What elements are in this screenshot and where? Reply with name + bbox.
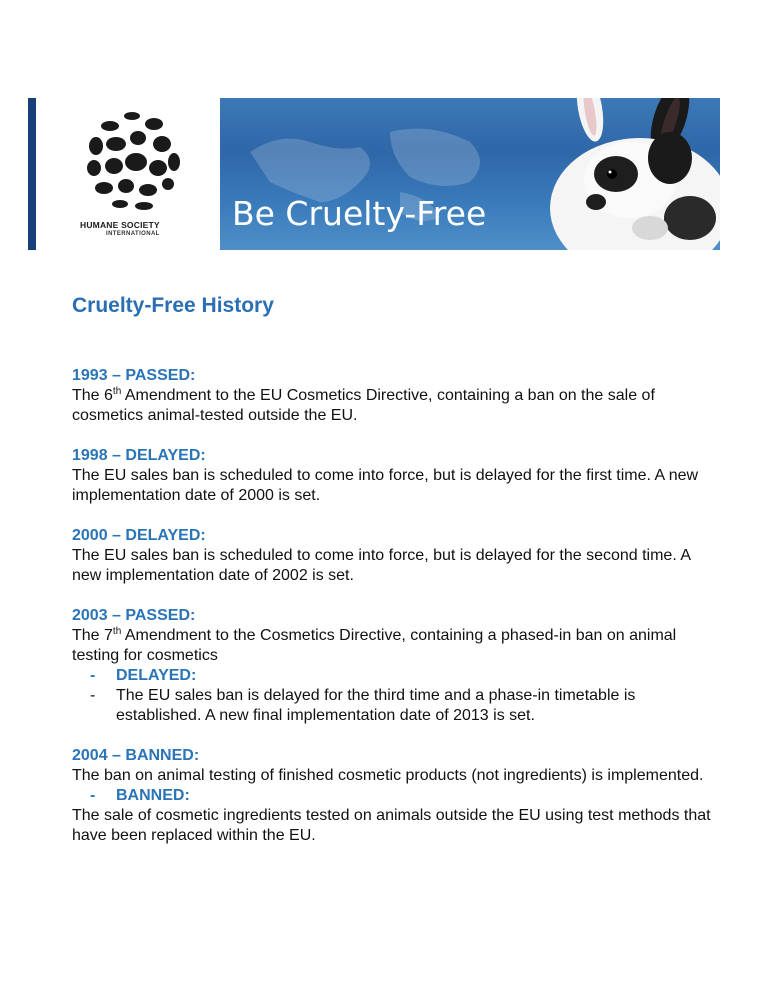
entry-heading: 2004 – BANNED: [72, 747, 200, 764]
entry-sub-list [72, 786, 712, 806]
history-entry-1998 [72, 446, 712, 506]
rabbit-image [520, 98, 720, 250]
entry-heading: 1993 – PASSED: [72, 367, 196, 384]
banner-left-bar [28, 98, 36, 250]
entry-text: The 7th Amendment to the Cosmetics Directive, containing a phased-in ban on animal testing for cosmetics [72, 626, 677, 664]
org-name-line2: INTERNATIONAL [106, 231, 160, 237]
sub-item-text: - The EU sales ban is delayed for the third time and a phase-in timetable is established. A new final implementation date of 2013 is set. [90, 687, 636, 724]
history-entry-2003 [72, 606, 712, 726]
tagline: Be Cruelty-Free [232, 194, 487, 233]
history-list [72, 366, 712, 846]
entry-heading: 1998 – DELAYED: [72, 447, 206, 464]
org-name-line1: HUMANE SOCIETY [80, 220, 160, 230]
history-entry-2000 [72, 526, 712, 586]
entry-text: The ban on animal testing of finished cosmetic products (not ingredients) is implemented. [72, 767, 704, 784]
entry-text: The 6th Amendment to the EU Cosmetics Directive, containing a ban on the sale of cosmetics animal-tested outside the EU. [72, 386, 655, 424]
entry-sub-list [72, 666, 712, 726]
entry-after-text: The sale of cosmetic ingredients tested on animals outside the EU using test methods that have been replaced within the EU. [72, 807, 711, 844]
history-entry-1993 [72, 366, 712, 426]
entry-text: The EU sales ban is scheduled to come into force, but is delayed for the first time. A new implementation date of 2000 is set. [72, 467, 699, 504]
entry-heading: 2000 – DELAYED: [72, 527, 206, 544]
entry-text: The EU sales ban is scheduled to come into force, but is delayed for the second time. A new implementation date of 2002 is set. [72, 547, 691, 584]
entry-heading: 2003 – PASSED: [72, 607, 196, 624]
history-entry-2004 [72, 746, 712, 846]
org-logo [36, 98, 220, 250]
animal-globe-icon [80, 104, 186, 216]
sub-item-heading: - BANNED: [90, 787, 190, 804]
sub-item-heading: - DELAYED: [90, 667, 197, 684]
banner [28, 98, 720, 250]
document-body [72, 290, 712, 866]
banner-hero [220, 98, 720, 250]
page-title: Cruelty-Free History [72, 294, 274, 317]
